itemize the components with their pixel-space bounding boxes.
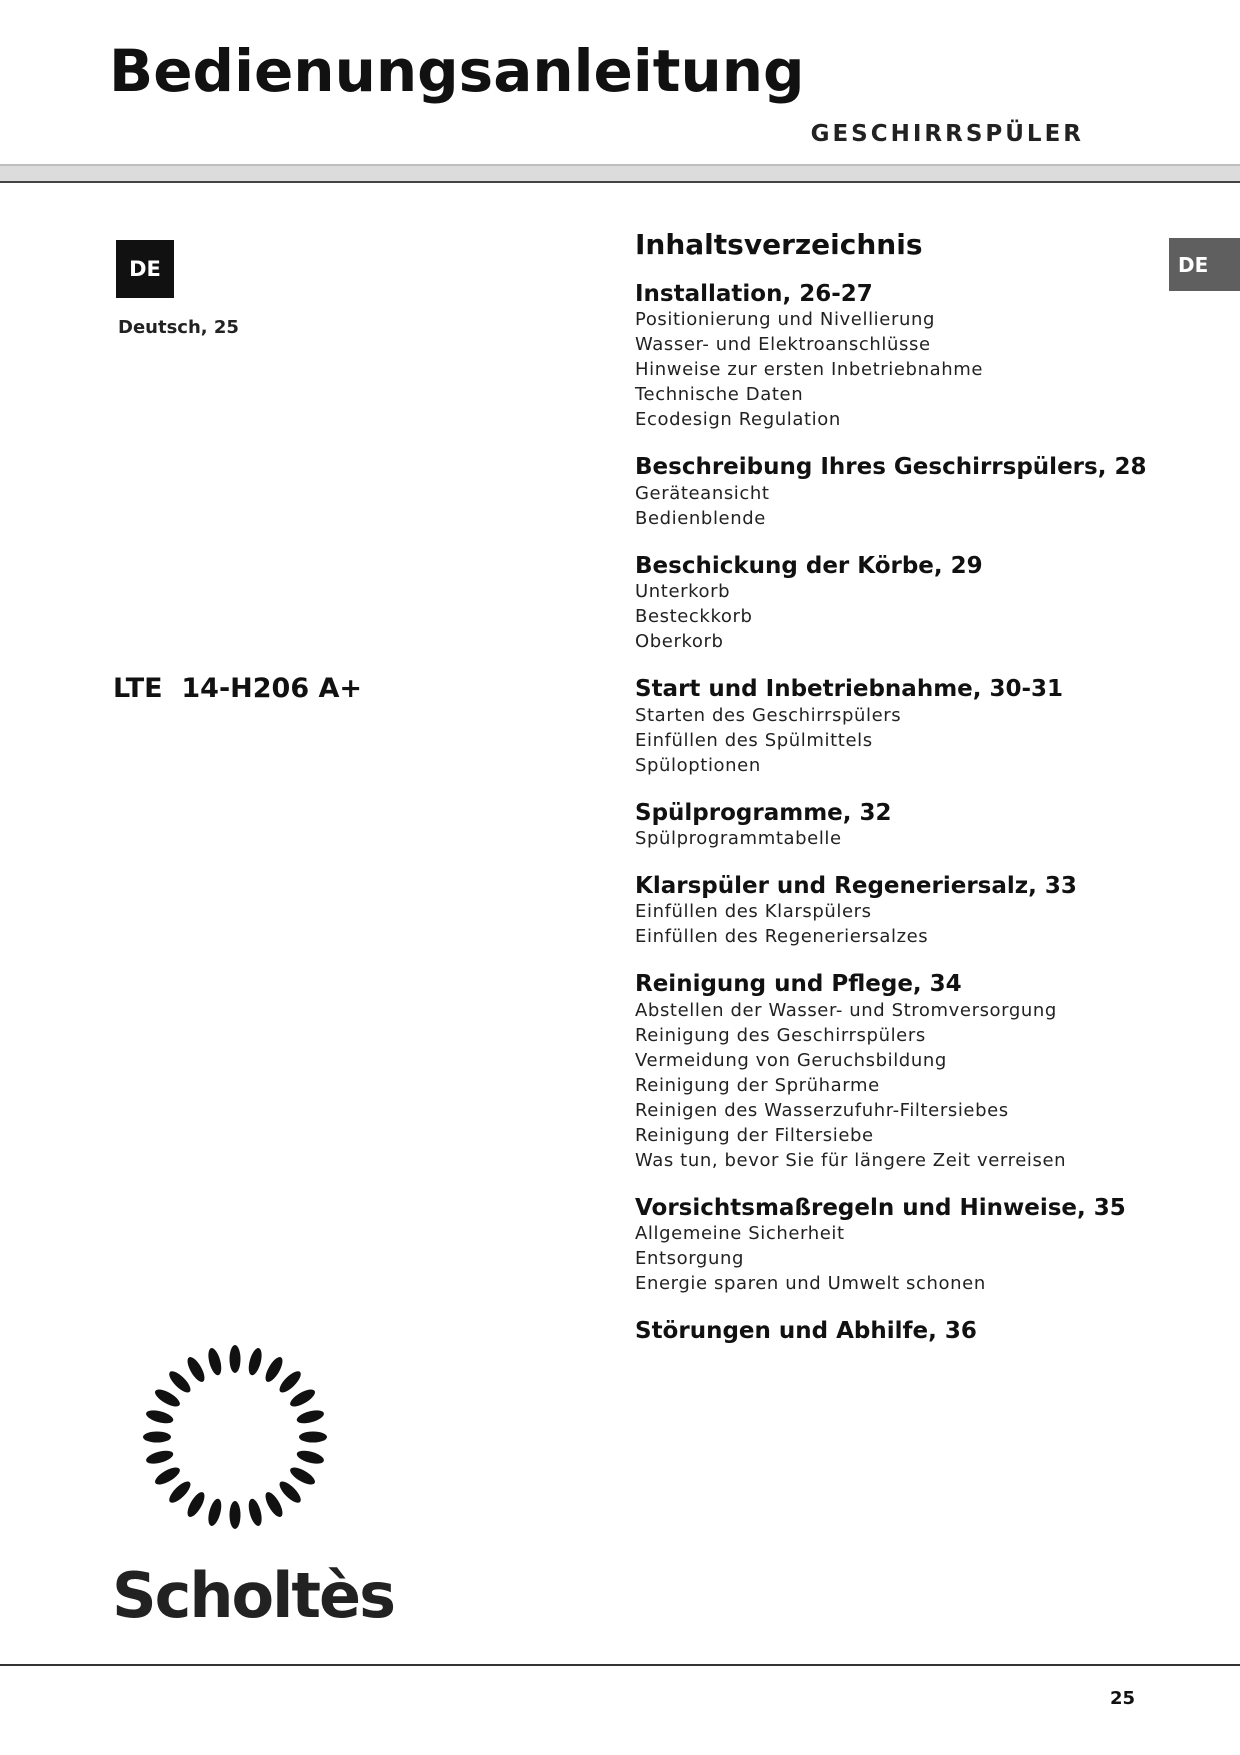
language-badge: DE — [116, 240, 174, 298]
toc-item: Abstellen der Wasser- und Stromversorgung — [635, 999, 1057, 1021]
toc-item: Starten des Geschirrspülers — [635, 704, 902, 726]
logo-ray — [184, 1355, 208, 1385]
logo-ray — [276, 1368, 304, 1396]
toc-section-title: Spülprogramme, 32 — [635, 799, 892, 826]
table-of-contents — [635, 230, 1175, 1367]
page-number: 25 — [1110, 1688, 1136, 1709]
logo-ray — [246, 1347, 264, 1377]
toc-section-title: Start und Inbetriebnahme, 30-31 — [635, 676, 1064, 703]
logo-ray — [143, 1432, 171, 1443]
toc-item: Besteckkorb — [635, 606, 753, 628]
toc-item: Vermeidung von Geruchsbildung — [635, 1049, 947, 1071]
toc-sections — [635, 281, 1175, 1345]
footer-rule — [0, 1664, 1240, 1666]
toc-section-title: Störungen und Abhilfe, 36 — [635, 1318, 977, 1345]
toc-section-title: Beschickung der Körbe, 29 — [635, 552, 983, 579]
toc-item: Hinweise zur ersten Inbetriebnahme — [635, 359, 984, 381]
toc-section-title: Beschreibung Ihres Geschirrspülers, 28 — [635, 454, 1147, 481]
toc-item: Reinigung des Geschirrspülers — [635, 1024, 926, 1046]
logo-ray — [276, 1478, 304, 1506]
toc-item: Oberkorb — [635, 631, 724, 653]
logo-ray — [295, 1448, 325, 1466]
logo-ray — [145, 1408, 175, 1426]
toc-item: Spülprogrammtabelle — [635, 827, 842, 849]
toc-item: Energie sparen und Umwelt schonen — [635, 1273, 986, 1295]
sun-burst-logo-icon — [140, 1342, 330, 1532]
toc-section — [635, 553, 1175, 654]
logo-ray — [262, 1355, 286, 1385]
toc-heading: Inhaltsverzeichnis — [635, 228, 923, 261]
document-subtitle: GESCHIRRSPÜLER — [810, 121, 1084, 147]
brand-logo — [112, 1342, 394, 1632]
logo-ray — [166, 1368, 194, 1396]
toc-section — [635, 454, 1175, 530]
toc-item: Geräteansicht — [635, 482, 770, 504]
logo-ray — [262, 1490, 286, 1520]
brand-logo-text: Scholtès — [112, 1559, 394, 1632]
toc-section — [635, 281, 1175, 432]
model-number: LTE 14-H206 A+ — [113, 673, 363, 704]
toc-section — [635, 676, 1175, 777]
toc-section — [635, 971, 1175, 1172]
toc-section-title: Installation, 26-27 — [635, 280, 873, 307]
logo-ray — [166, 1478, 194, 1506]
toc-item: Wasser- und Elektroanschlüsse — [635, 334, 931, 356]
toc-item: Technische Daten — [635, 384, 804, 406]
logo-ray — [153, 1464, 183, 1488]
toc-section-title: Reinigung und Pflege, 34 — [635, 971, 962, 998]
toc-section — [635, 873, 1175, 949]
logo-ray — [230, 1501, 241, 1529]
logo-ray — [288, 1464, 318, 1488]
logo-ray — [230, 1345, 241, 1373]
toc-item: Einfüllen des Regeneriersalzes — [635, 926, 929, 948]
toc-item: Bedienblende — [635, 507, 766, 529]
toc-section-title: Vorsichtsmaßregeln und Hinweise, 35 — [635, 1194, 1126, 1221]
language-reference: Deutsch, 25 — [118, 317, 239, 338]
toc-item: Reinigen des Wasserzufuhr-Filtersiebes — [635, 1099, 1009, 1121]
toc-section — [635, 800, 1175, 851]
toc-item: Reinigung der Sprüharme — [635, 1074, 880, 1096]
toc-item: Einfüllen des Spülmittels — [635, 729, 873, 751]
language-side-tab: DE — [1169, 238, 1240, 291]
logo-ray — [184, 1490, 208, 1520]
toc-item: Unterkorb — [635, 581, 731, 603]
logo-ray — [246, 1497, 264, 1527]
logo-ray — [153, 1386, 183, 1410]
document-title: Bedienungsanleitung — [109, 37, 805, 105]
toc-item: Positionierung und Nivellierung — [635, 309, 935, 331]
logo-ray — [299, 1432, 327, 1443]
toc-section — [635, 1318, 1175, 1344]
logo-ray — [145, 1448, 175, 1466]
toc-item: Spüloptionen — [635, 754, 761, 776]
header-rule-line — [0, 181, 1240, 183]
toc-item: Was tun, bevor Sie für längere Zeit verreisen — [635, 1149, 1067, 1171]
toc-item: Entsorgung — [635, 1248, 744, 1270]
logo-ray — [288, 1386, 318, 1410]
toc-item: Einfüllen des Klarspülers — [635, 901, 872, 923]
toc-item: Reinigung der Filtersiebe — [635, 1124, 874, 1146]
logo-ray — [206, 1497, 224, 1527]
logo-ray — [206, 1347, 224, 1377]
toc-section — [635, 1195, 1175, 1296]
toc-item: Allgemeine Sicherheit — [635, 1223, 845, 1245]
toc-item: Ecodesign Regulation — [635, 409, 841, 431]
toc-section-title: Klarspüler und Regeneriersalz, 33 — [635, 872, 1077, 899]
logo-ray — [295, 1408, 325, 1426]
